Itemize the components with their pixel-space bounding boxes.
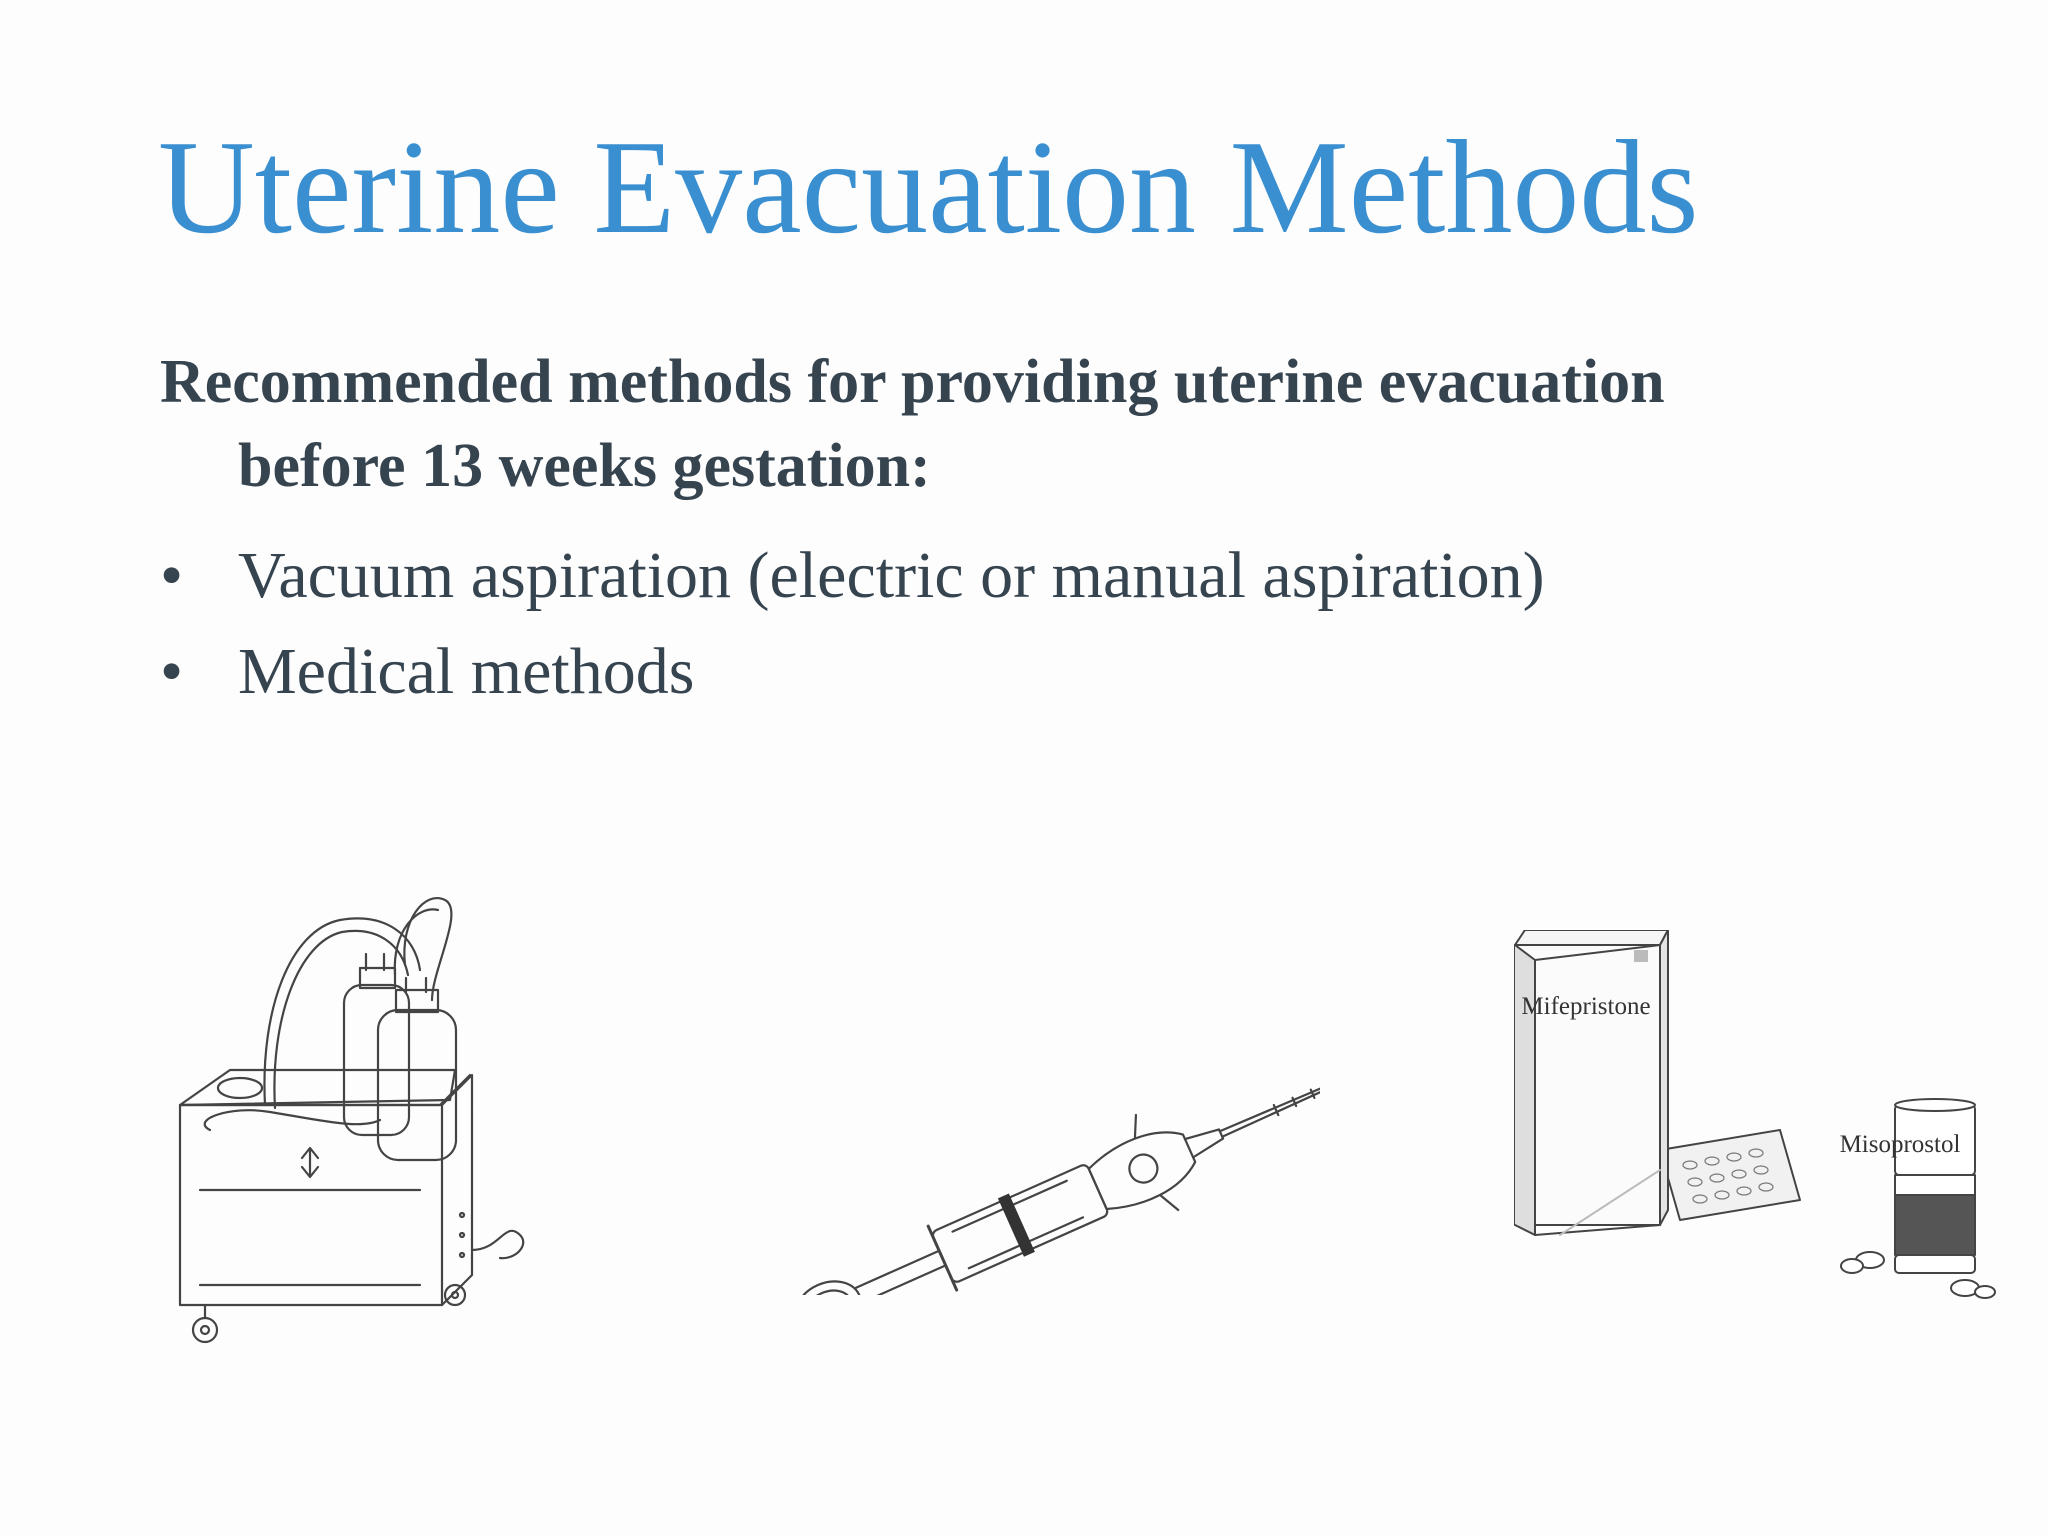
mifepristone-label: Mifepristone (1521, 993, 1651, 1020)
electric-vacuum-aspirator-icon (170, 890, 540, 1350)
bullet-dot: • (160, 635, 184, 708)
slide-title: Uterine Evacuation Methods (158, 113, 1699, 261)
bullet-text: Vacuum aspiration (electric or manual aspiration) (238, 539, 1545, 612)
bullet-text: Medical methods (238, 635, 695, 708)
misoprostol-label: Misoprostol (1839, 1131, 1961, 1158)
manual-vacuum-aspirator-icon (720, 955, 1320, 1295)
medication-icon (1500, 930, 2000, 1310)
bullet-list (160, 528, 1545, 720)
bullet-item (160, 528, 1545, 624)
bullet-item (160, 624, 1545, 720)
intro-text (160, 340, 1940, 508)
intro-line-2: before 13 weeks gestation: (238, 432, 931, 500)
bullet-dot: • (160, 539, 184, 612)
intro-line-1: Recommended methods for providing uterine evacuation (160, 348, 1665, 416)
